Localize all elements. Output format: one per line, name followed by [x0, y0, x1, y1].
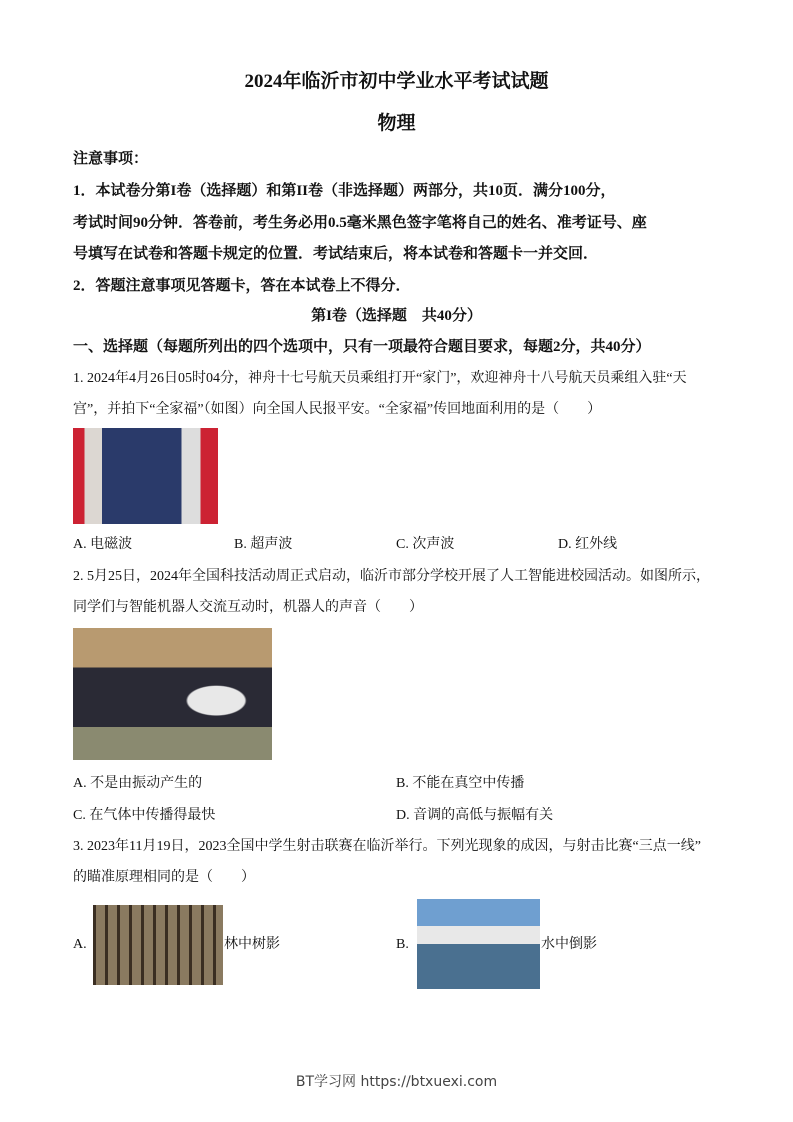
question-1-text: 1. 2024年4月26日05时04分，神舟十七号航天员乘组打开“家门”，欢迎神舟十八号航天员乘组入驻“天 — [73, 371, 687, 386]
notice-line: 2．答题注意事项见答题卡，答在本试卷上不得分． — [73, 278, 411, 294]
option-a: A. 电磁波 — [73, 537, 133, 552]
option-b-text: 水中倒影 — [541, 937, 597, 952]
option-a: A. 不是由振动产生的 — [73, 776, 203, 791]
question-3-text: 3. 2023年11月19日，2023全国中学生射击联赛在临沂举行。下列光现象的成因，与射击比赛“三点一线” — [73, 839, 701, 854]
astronaut-photo — [73, 428, 218, 524]
notice-heading: 注意事项： — [73, 151, 149, 167]
subject-title: 物理 — [377, 113, 416, 134]
notice-line: 考试时间90分钟．答卷前，考生务必用0.5毫米黑色签字笔将自己的姓名、准考证号、座 — [73, 215, 647, 231]
exam-title: 2024年临沂市初中学业水平考试试题 — [244, 71, 549, 92]
notice-line: 1．本试卷分第I卷（选择题）和第II卷（非选择题）两部分，共10页．满分100分， — [73, 183, 616, 199]
robot-photo — [73, 628, 272, 760]
option-d: D. 红外线 — [558, 537, 618, 552]
option-c: C. 在气体中传播得最快 — [73, 808, 216, 823]
bridge-reflection-photo — [417, 899, 540, 989]
question-3-text: 的瞄准原理相同的是（ ） — [73, 870, 255, 885]
option-b-label: B. — [396, 937, 409, 952]
option-b: B. 不能在真空中传播 — [396, 776, 525, 791]
part-heading: 第I卷（选择题 共40分） — [311, 308, 482, 324]
option-d: D. 音调的高低与振幅有关 — [396, 808, 554, 823]
option-b: B. 超声波 — [234, 537, 293, 552]
question-1-text: 宫”，并拍下“全家福”（如图）向全国人民报平安。“全家福”传回地面利用的是（ ） — [73, 402, 602, 417]
footer-watermark: BT学习网 https://btxuexi.com — [295, 1074, 498, 1090]
notice-line: 号填写在试卷和答题卡规定的位置．考试结束后，将本试卷和答题卡一并交回． — [73, 246, 599, 262]
option-c: C. 次声波 — [396, 537, 455, 552]
option-a-text: 林中树影 — [224, 937, 280, 952]
option-a-label: A. — [73, 937, 87, 952]
section-heading: 一、选择题（每题所列出的四个选项中，只有一项最符合题目要求，每题2分，共40分） — [73, 339, 651, 355]
question-2-text: 同学们与智能机器人交流互动时，机器人的声音（ ） — [73, 600, 423, 615]
question-2-text: 2. 5月25日，2024年全国科技活动周正式启动，临沂市部分学校开展了人工智能进校园活动。如图所示， — [73, 569, 710, 584]
forest-shadow-photo — [93, 905, 223, 985]
